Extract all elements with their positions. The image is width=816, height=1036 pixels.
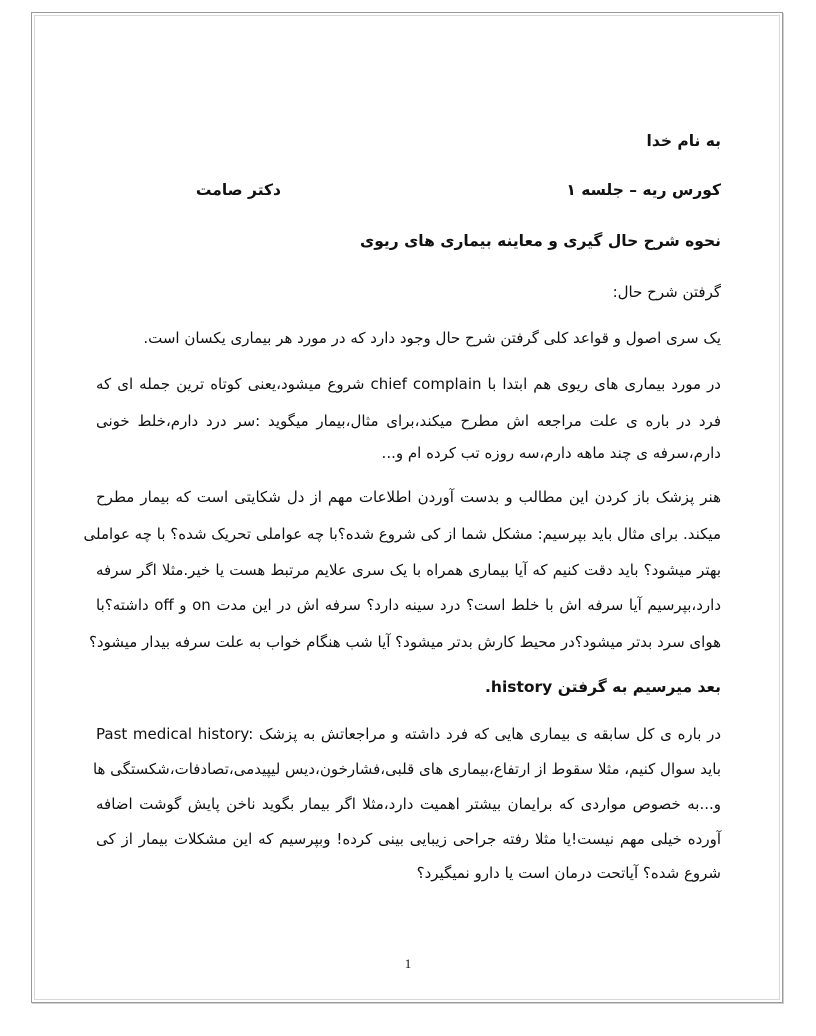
chief-complaint-line-2: فرد در باره ی علت مراجعه اش مطرح میکند،برای مثال،بیمار میگوید :سر درد دارم،خلط خونی [96, 412, 721, 430]
past-medical-history-line-1: Past medical history: در باره ی کل سابقه ی بیماری هایی که فرد داشته و مراجعاتش به پزشک [96, 725, 721, 743]
course-header-row [96, 181, 721, 203]
past-medical-history-line-3: و...به خصوص مواردی که برایمان بیشتر اهمیت دارد،مثلا اگر بیمار بگوید ناخن پایش گوشت اضافه [96, 795, 721, 813]
history-subheading: بعد میرسیم به گرفتن history. [485, 678, 721, 696]
chief-complaint-line-3: دارم،سرفه ی چند ماهه دارم،سه روزه تب کرده ام و... [381, 444, 721, 462]
history-section-label: گرفتن شرح حال: [612, 283, 721, 301]
lecture-topic-heading: نحوه شرح حال گیری و معاینه بیماری های ریوی [360, 232, 721, 250]
questions-line-2: میکند. برای مثال باید بپرسیم: مشکل شما از کی شروع شده؟با چه عواملی تحریک شده؟ با چه عواملی [83, 525, 721, 543]
questions-line-5: هوای سرد بدتر میشود؟در محیط کارش بدتر میشود؟ آیا شب هنگام خواب به علت سرفه بیدار میشود؟ [88, 633, 721, 651]
instructor-name: دکتر صامت [195, 181, 281, 199]
chief-complaint-line-1: در مورد بیماری های ریوی هم ابتدا با chief complain شروع میشود،یعنی کوتاه ترین جمله ای که [96, 375, 721, 393]
paragraph-general-principles: یک سری اصول و قواعد کلی گرفتن شرح حال وجود دارد که در مورد هر بیماری یکسان است. [143, 329, 721, 347]
questions-line-1: هنر پزشک باز کردن این مطالب و بدست آوردن اطلاعات مهم از دل شکایتی است که بیمار مطرح [96, 488, 721, 506]
document-page [83, 0, 722, 1036]
course-title: کورس ریه – جلسه ۱ [566, 181, 721, 199]
page-number: 1 [404, 956, 412, 971]
past-medical-history-line-5: شروع شده؟ آیاتحت درمان است یا دارو نمیگیرد؟ [416, 864, 721, 882]
questions-line-3: بهتر میشود؟ باید دقت کنیم که آیا بیماری همراه با یک سری علایم مرتبط هست یا خیر.مثلا اگر سرفه [96, 561, 721, 579]
questions-line-4: دارد،بپرسیم آیا سرفه اش با خلط است؟ درد سینه دارد؟ سرفه اش در این مدت on و off داشته؟با [96, 596, 722, 614]
past-medical-history-line-4: آورده خیلی مهم نیست!یا مثلا رفته جراحی زیبایی بینی کرده! وبپرسیم که این مشکلات بیمار از کی [96, 830, 721, 848]
header-basmala: به نام خدا [646, 132, 721, 150]
past-medical-history-line-2: باید سوال کنیم، مثلا سقوط از ارتفاع،بیماری های قلبی،فشارخون،دیس لیپیدمی،تصادفات،شکستگی ها [92, 760, 721, 778]
